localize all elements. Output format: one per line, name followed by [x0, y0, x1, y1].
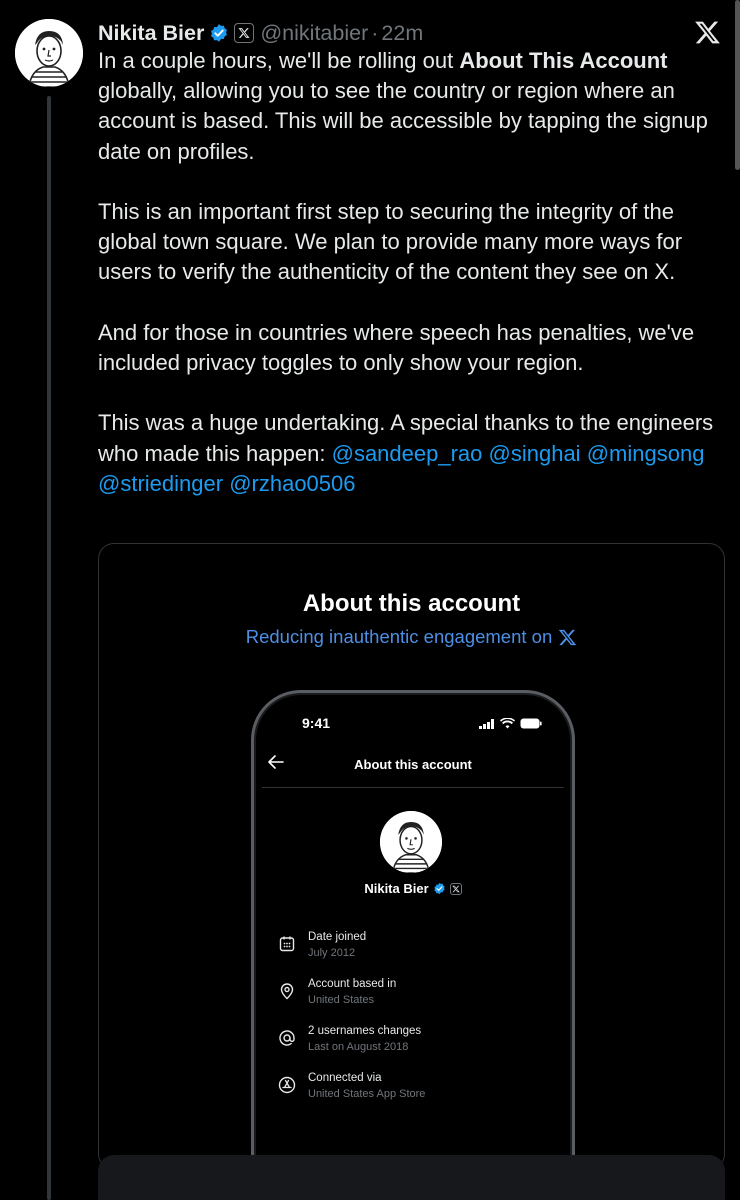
media-subtitle — [99, 626, 724, 648]
author-handle[interactable]: @nikitabier — [260, 20, 369, 45]
timestamp[interactable]: 22m — [381, 20, 424, 45]
location-pin-icon — [278, 982, 296, 1000]
info-value: Last on August 2018 — [308, 1041, 409, 1053]
app-store-icon — [278, 1076, 296, 1094]
x-affiliate-icon — [450, 883, 462, 895]
profile-name-row — [254, 881, 572, 896]
paragraph-text: This was a huge undertaking. A special thanks to the engineers who made this happen: — [98, 410, 714, 466]
tweet-paragraph-3: And for those in countries where speech has penalties, we've included privacy toggles to only show your region. — [98, 319, 695, 375]
phone-screen-title: About this account — [354, 757, 472, 772]
mention-link[interactable]: @singhai — [488, 440, 581, 466]
at-sign-icon — [278, 1029, 296, 1047]
author-name[interactable]: Nikita Bier — [98, 20, 205, 45]
profile-avatar — [380, 811, 442, 873]
calendar-icon — [278, 935, 296, 953]
mention-link[interactable]: @sandeep_rao — [331, 440, 483, 466]
paragraph-text: globally, allowing you to see the country or region where an account is based. This will be accessible by tapping the signup date on profiles. — [98, 78, 708, 164]
avatar-illustration — [380, 811, 442, 873]
info-value: United States — [308, 994, 375, 1006]
x-logo-icon — [693, 19, 722, 46]
tweet-paragraph-4 — [98, 408, 728, 499]
divider — [262, 787, 564, 788]
info-label: Connected via — [308, 1072, 382, 1084]
tweet-header — [98, 17, 423, 49]
info-value: July 2012 — [308, 947, 356, 959]
status-bar-icons — [479, 718, 542, 729]
media-image-card[interactable] — [98, 543, 725, 1170]
x-logo-icon — [558, 628, 577, 647]
verified-badge-icon — [209, 23, 229, 43]
status-bar-time: 9:41 — [302, 715, 331, 731]
tweet-body — [98, 46, 728, 499]
paragraph-text: In a couple hours, we'll be rolling out — [98, 48, 460, 73]
info-label: Account based in — [308, 978, 397, 990]
battery-icon — [520, 718, 542, 729]
mention-link[interactable]: @mingsong — [586, 440, 705, 466]
avatar-illustration — [15, 19, 83, 87]
media-title: About this account — [302, 590, 521, 617]
verified-badge-icon — [433, 882, 446, 895]
separator-dot: · — [371, 20, 379, 45]
wifi-icon — [500, 718, 515, 729]
tweet-paragraph-2: This is an important first step to securing the integrity of the global town square. We plan to provide many more ways for users to verify the authenticity of the content they see on X. — [98, 199, 683, 285]
tweet-paragraph-1 — [98, 46, 728, 167]
info-value: United States App Store — [308, 1088, 426, 1100]
mention-link[interactable]: @rzhao0506 — [229, 470, 356, 496]
profile-name: Nikita Bier — [364, 881, 429, 896]
next-post-card[interactable] — [98, 1155, 725, 1200]
author-avatar[interactable] — [15, 19, 83, 87]
feature-name: About This Account — [459, 48, 668, 73]
info-label: Date joined — [308, 931, 367, 943]
scrollbar-thumb[interactable] — [735, 0, 740, 170]
phone-mockup — [251, 690, 575, 1170]
media-subtitle-text: Reducing inauthentic engagement on — [245, 626, 553, 647]
info-label: 2 usernames changes — [308, 1025, 422, 1037]
x-affiliate-icon[interactable] — [234, 23, 254, 43]
signal-icon — [479, 719, 495, 729]
thread-line — [47, 96, 51, 1200]
mention-link[interactable]: @striedinger — [98, 470, 224, 496]
